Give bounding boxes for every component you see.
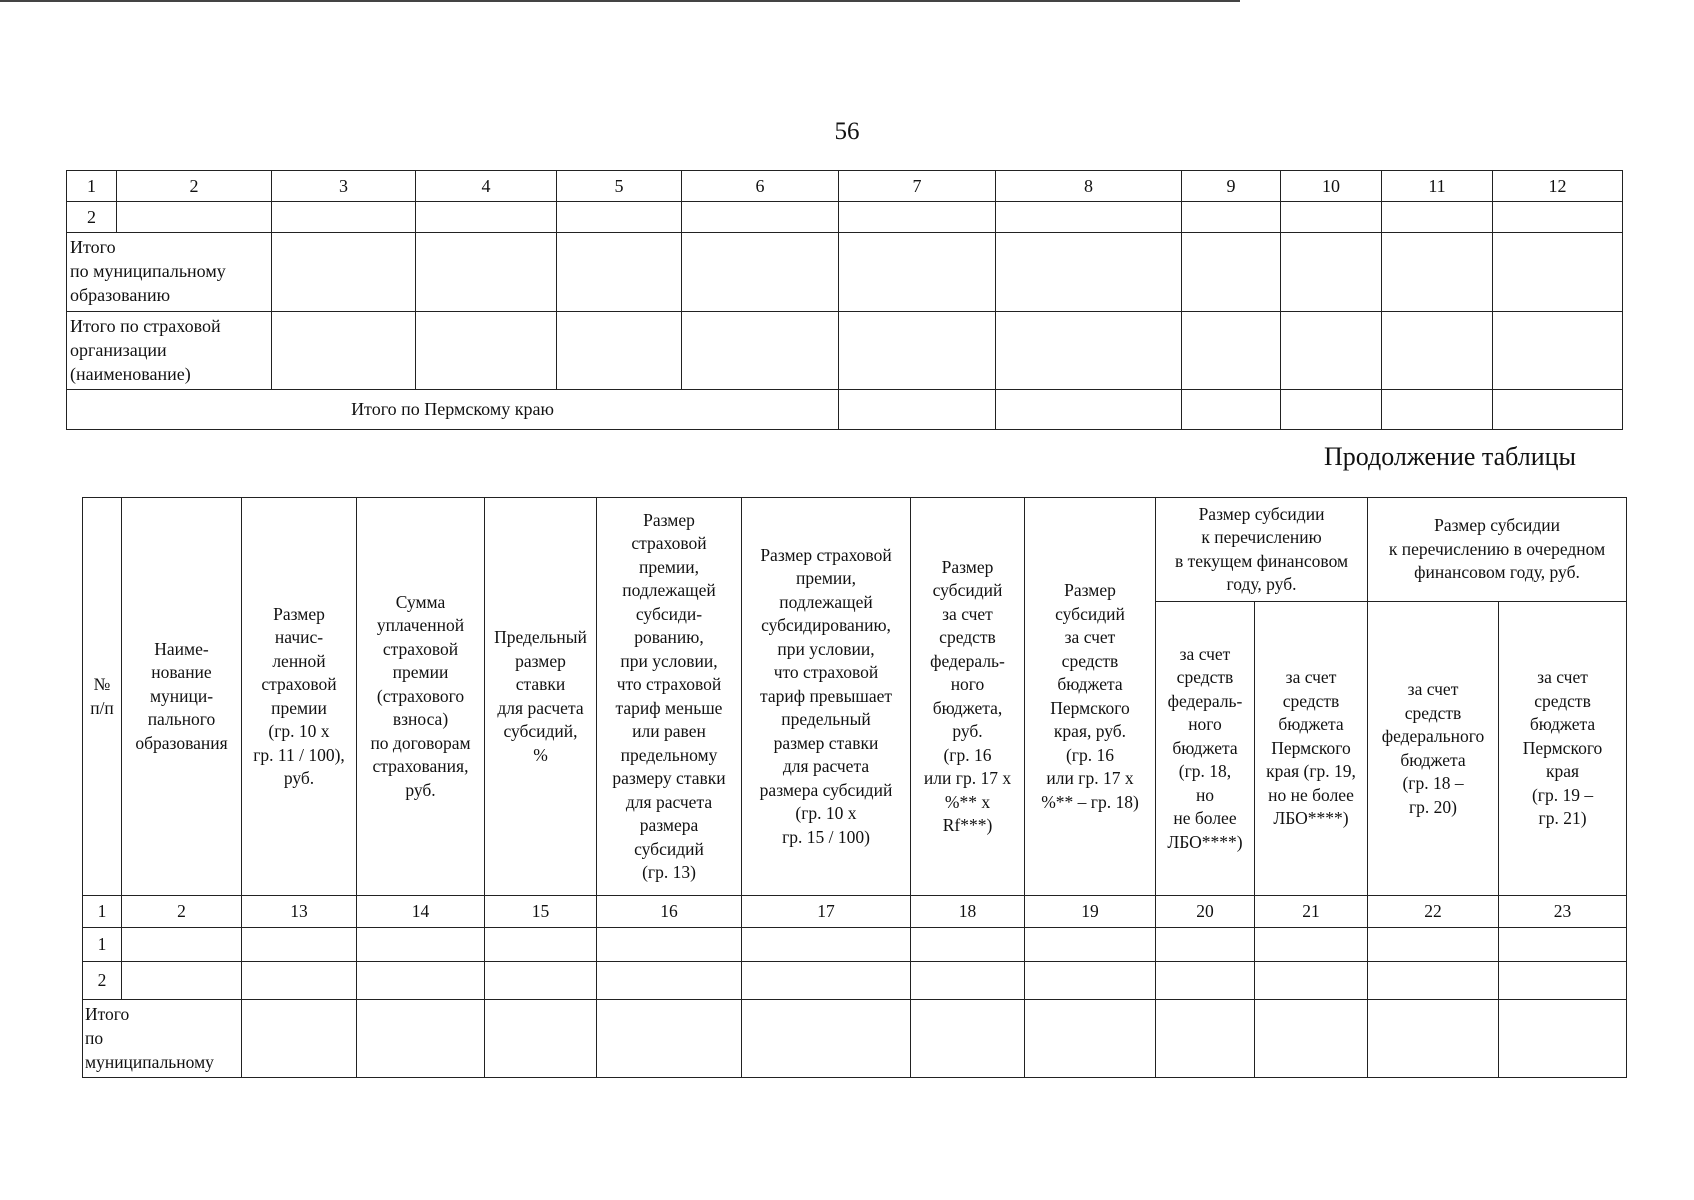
number-col-15: 15 <box>485 896 597 928</box>
number-col-2: 2 <box>122 896 242 928</box>
number-col-20: 20 <box>1156 896 1255 928</box>
top-col-10: 10 <box>1281 171 1382 202</box>
header-col-20: за счет средств федераль- ного бюджета (гр. 18, но не более ЛБО****) <box>1156 602 1255 896</box>
number-col-18: 18 <box>911 896 1025 928</box>
bottom-row-1 <box>83 928 1627 962</box>
top-col-12: 12 <box>1493 171 1623 202</box>
number-col-1: 1 <box>83 896 122 928</box>
header-num: № п/п <box>83 498 122 896</box>
top-header-row <box>67 171 1623 202</box>
top-col-7: 7 <box>839 171 996 202</box>
header-col-23: за счет средств бюджета Пермского края (гр. 19 – гр. 21) <box>1499 602 1627 896</box>
header-municipality-name: Наиме- нование муници- пального образования <box>122 498 242 896</box>
header-col-21: за счет средств бюджета Пермского края (гр. 19, но не более ЛБО****) <box>1255 602 1368 896</box>
top-table <box>66 170 1623 430</box>
page-number: 56 <box>834 118 860 145</box>
header-col-17: Размер страховой премии, подлежащей субсидированию, при условии, что страховой тариф превышает предельный размер ставки для расчета размера субсидий (гр. 10 х гр. 15 / 100) <box>742 498 911 896</box>
top-col-9: 9 <box>1182 171 1281 202</box>
bottom-number-row <box>83 896 1627 928</box>
number-col-17: 17 <box>742 896 911 928</box>
top-col-3: 3 <box>272 171 416 202</box>
top-col-1: 1 <box>67 171 117 202</box>
bottom-table <box>82 497 1627 1078</box>
top-total-municipal-row <box>67 233 1623 312</box>
top-row-2-num: 2 <box>67 202 117 233</box>
bottom-row-2-num: 2 <box>83 962 122 1000</box>
top-total-perm-label: Итого по Пермскому краю <box>67 390 839 430</box>
number-col-16: 16 <box>597 896 742 928</box>
scan-top-edge <box>0 0 1240 2</box>
header-col-19: Размер субсидий за счет средств бюджета Пермского края, руб. (гр. 16 или гр. 17 х %** – гр. 18) <box>1025 498 1156 896</box>
bottom-total-municipal-label: Итого по муниципальному <box>83 1000 242 1078</box>
header-group-next-year: Размер субсидии к перечислению в очередном финансовом году, руб. <box>1368 498 1627 602</box>
header-group-current-year: Размер субсидии к перечислению в текущем финансовом году, руб. <box>1156 498 1368 602</box>
top-total-municipal-label: Итого по муниципальному образованию <box>67 233 272 312</box>
header-col-14: Сумма уплаченной страховой премии (страхового взноса) по договорам страхования, руб. <box>357 498 485 896</box>
header-col-15: Предельный размер ставки для расчета субсидий, % <box>485 498 597 896</box>
number-col-22: 22 <box>1368 896 1499 928</box>
number-col-13: 13 <box>242 896 357 928</box>
top-total-perm-row <box>67 390 1623 430</box>
header-col-16: Размер страховой премии, подлежащей субсиди- рованию, при условии, что страховой тариф меньше или равен предельному размеру ставки для расчета размера субсидий (гр. 13) <box>597 498 742 896</box>
number-col-19: 19 <box>1025 896 1156 928</box>
top-col-5: 5 <box>557 171 682 202</box>
header-col-13: Размер начис- ленной страховой премии (гр. 10 х гр. 11 / 100), руб. <box>242 498 357 896</box>
top-col-4: 4 <box>416 171 557 202</box>
header-col-18: Размер субсидий за счет средств федераль- ного бюджета, руб. (гр. 16 или гр. 17 х %** х Rf***) <box>911 498 1025 896</box>
top-col-6: 6 <box>682 171 839 202</box>
top-col-8: 8 <box>996 171 1182 202</box>
top-total-insurer-row <box>67 312 1623 390</box>
bottom-total-municipal-row <box>83 1000 1627 1078</box>
number-col-21: 21 <box>1255 896 1368 928</box>
continuation-label: Продолжение таблицы <box>1324 442 1576 471</box>
bottom-row-2 <box>83 962 1627 1000</box>
top-col-11: 11 <box>1382 171 1493 202</box>
bottom-header-row-1 <box>83 498 1627 602</box>
top-row-2 <box>67 202 1623 233</box>
top-total-insurer-label: Итого по страховой организации (наименование) <box>67 312 272 390</box>
header-col-22: за счет средств федерального бюджета (гр. 18 – гр. 20) <box>1368 602 1499 896</box>
bottom-row-1-num: 1 <box>83 928 122 962</box>
number-col-14: 14 <box>357 896 485 928</box>
number-col-23: 23 <box>1499 896 1627 928</box>
top-col-2: 2 <box>117 171 272 202</box>
